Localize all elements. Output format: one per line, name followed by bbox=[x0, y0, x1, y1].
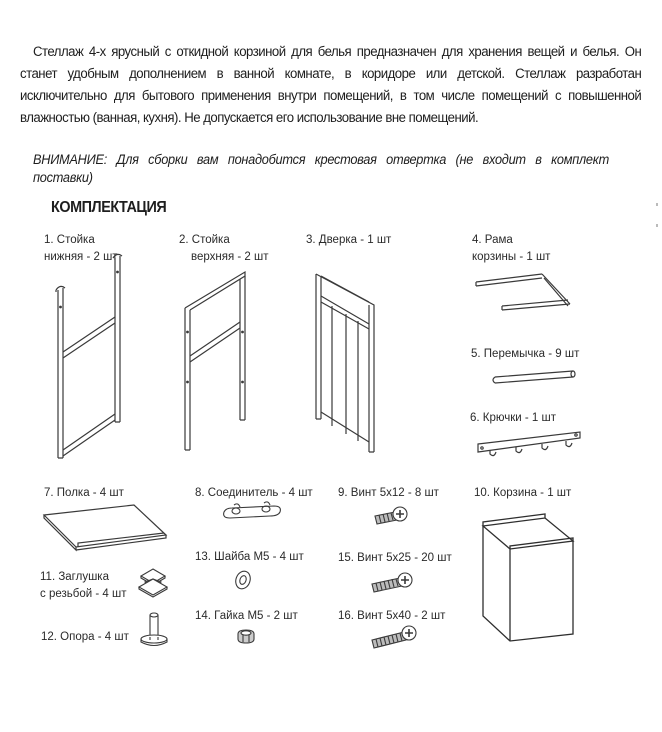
part-name: 6. Крючки - 1 шт bbox=[470, 412, 557, 424]
basket-icon bbox=[481, 516, 577, 644]
part-name: 15. Винт 5x25 - 20 шт bbox=[338, 552, 452, 564]
intro-text: Стеллаж 4-х ярусный с откидной корзиной для белья предназначен для хранения вещей и белья. Он станет удобным дополнением в ванной комнате, в коридоре или детской. Стеллаж разработан исключительно для бытового применения внутри помещений, в том числе помещений с повышенной влажностью (ванная, кухня). Не допускается его использование вне помещений. bbox=[20, 44, 642, 126]
part-label-2 bbox=[179, 232, 269, 266]
screw-short-icon bbox=[373, 504, 409, 526]
part-label-14 bbox=[195, 608, 298, 625]
part-name: 9. Винт 5x12 - 8 шт bbox=[338, 487, 439, 499]
part-name: 13. Шайба М5 - 4 шт bbox=[195, 551, 304, 563]
washer-icon bbox=[234, 570, 252, 590]
warning-note: ВНИМАНИЕ: Для сборки вам понадобится крестовая отвертка (не входит в комплект поставки) bbox=[33, 152, 609, 186]
part-name: 4. Рама bbox=[472, 234, 513, 246]
edge-mark bbox=[656, 203, 658, 206]
part-label-4 bbox=[472, 232, 550, 266]
part-label-13 bbox=[195, 549, 304, 566]
part-name: 7. Полка - 4 шт bbox=[44, 487, 124, 499]
screw-medium-icon bbox=[370, 569, 414, 593]
threaded-cap-icon bbox=[137, 567, 169, 599]
part-label-15 bbox=[338, 550, 452, 567]
part-name: 14. Гайка М5 - 2 шт bbox=[195, 610, 298, 622]
foot-icon bbox=[138, 611, 170, 647]
basket-frame-icon bbox=[474, 272, 584, 312]
part-label-7 bbox=[44, 485, 124, 502]
part-name: 3. Дверка - 1 шт bbox=[306, 234, 392, 246]
part-qty: верхняя - 2 шт bbox=[191, 251, 269, 263]
part-label-3 bbox=[306, 232, 391, 249]
upper-frame-icon bbox=[183, 272, 253, 452]
part-name: 16. Винт 5x40 - 2 шт bbox=[338, 610, 446, 622]
part-name: 5. Перемычка - 9 шт bbox=[471, 348, 580, 360]
part-label-12 bbox=[41, 629, 129, 646]
screw-long-icon bbox=[370, 622, 418, 648]
part-label-8 bbox=[195, 485, 313, 502]
part-label-5 bbox=[471, 346, 579, 363]
section-title: КОМПЛЕКТАЦИЯ bbox=[51, 199, 167, 216]
shelf-icon bbox=[42, 503, 172, 553]
part-name: 1. Стойка bbox=[44, 234, 95, 246]
part-qty: корзины - 1 шт bbox=[472, 251, 551, 263]
lower-frame-icon bbox=[50, 272, 130, 462]
nut-icon bbox=[236, 628, 256, 644]
part-name: 10. Корзина - 1 шт bbox=[474, 487, 572, 499]
part-name: 8. Соединитель - 4 шт bbox=[195, 487, 313, 499]
part-name: 12. Опора - 4 шт bbox=[41, 631, 129, 643]
part-label-1 bbox=[44, 232, 118, 266]
hooks-icon bbox=[476, 430, 586, 460]
part-label-10 bbox=[474, 485, 571, 502]
part-qty: с резьбой - 4 шт bbox=[40, 588, 127, 600]
part-label-9 bbox=[338, 485, 439, 502]
part-label-11 bbox=[40, 569, 126, 603]
part-name: 11. Заглушка bbox=[40, 571, 109, 583]
edge-mark bbox=[656, 224, 658, 227]
door-icon bbox=[316, 274, 376, 454]
crossbar-icon bbox=[491, 369, 581, 385]
part-name: 2. Стойка bbox=[179, 234, 230, 246]
connector-icon bbox=[222, 502, 284, 520]
intro-paragraph bbox=[20, 41, 641, 129]
part-qty: нижняя - 2 шт bbox=[44, 251, 118, 263]
part-label-6 bbox=[470, 410, 556, 427]
